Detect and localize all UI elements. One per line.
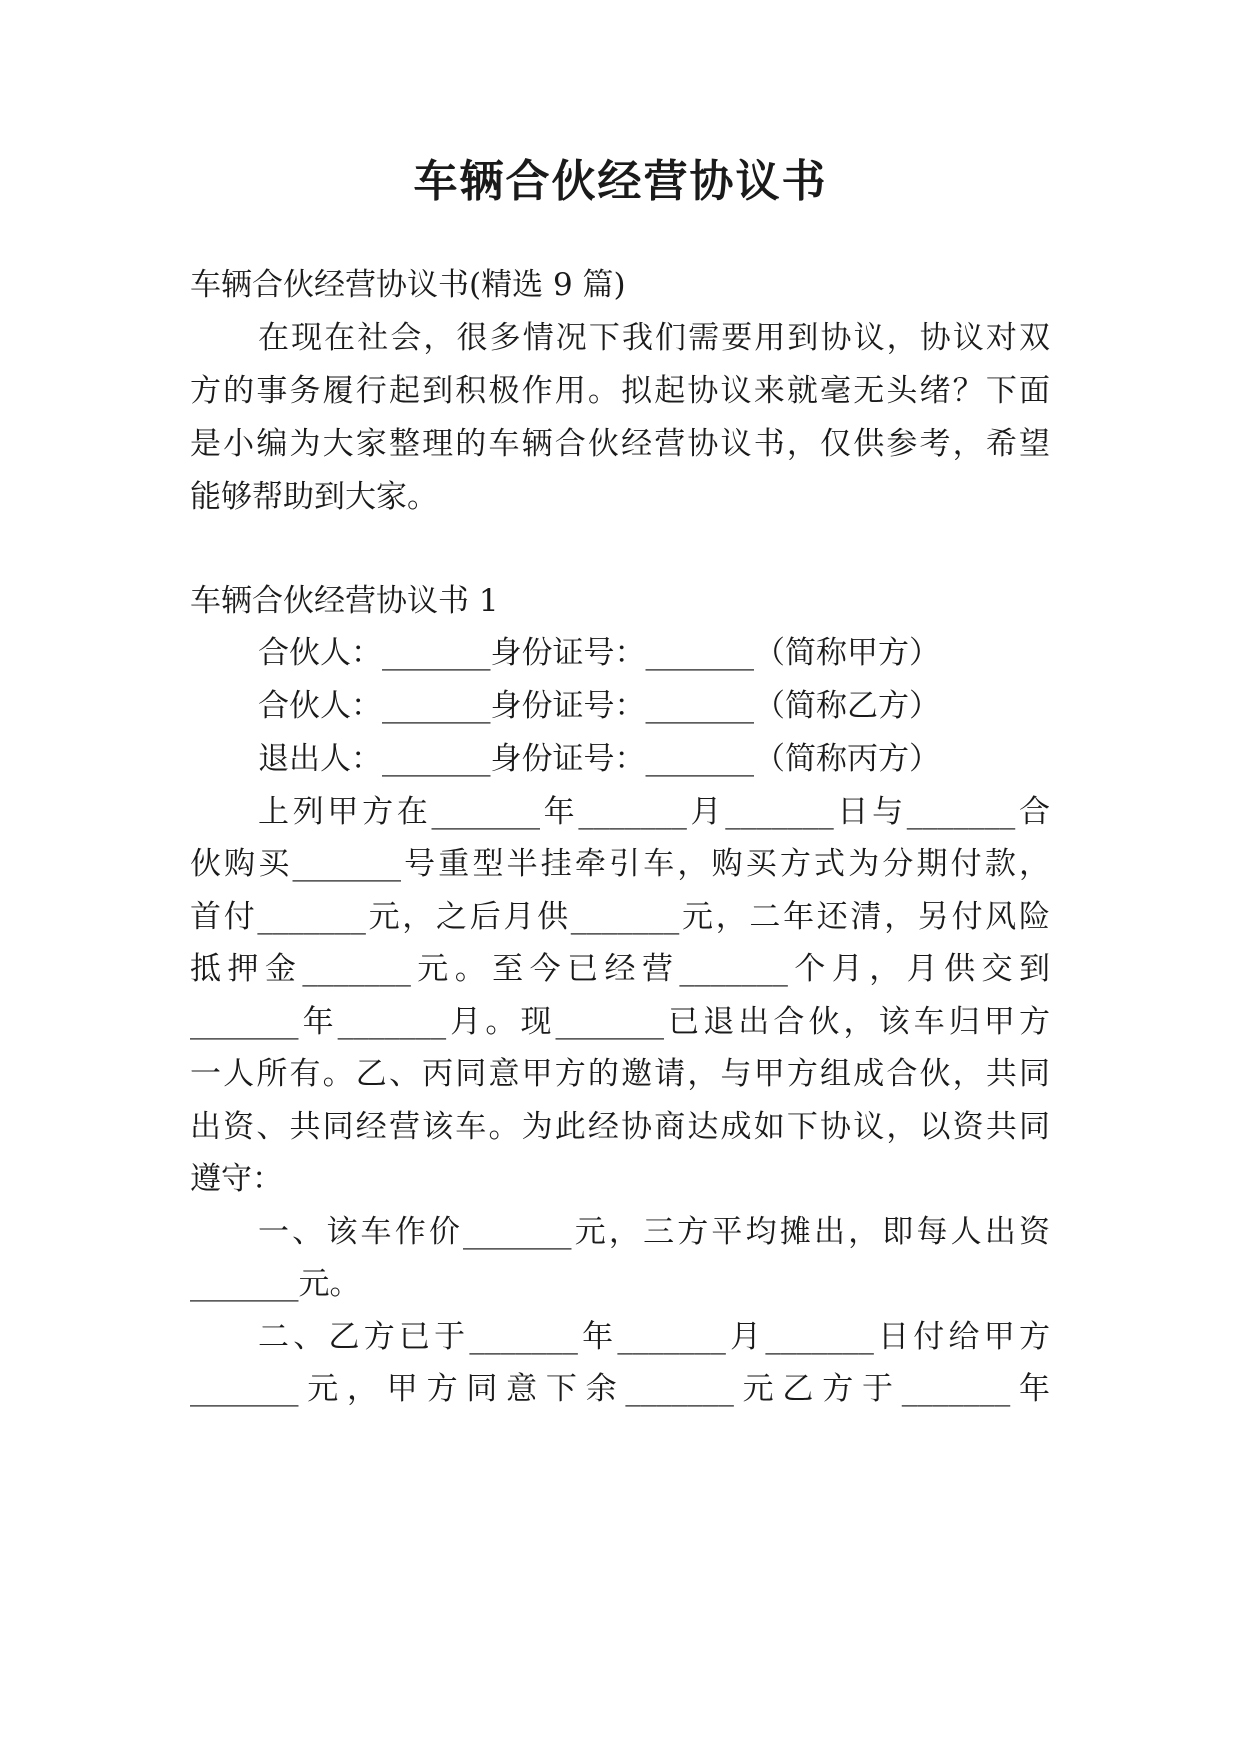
document-title: 车辆合伙经营协议书	[413, 156, 828, 207]
partner-b-line: 合伙人：_______身份证号：_______（简称乙方）	[258, 688, 940, 724]
intro-line-4: 能够帮助到大家。	[190, 479, 438, 515]
clause-2-line-2: _______元，甲方同意下余_______元乙方于_______年	[190, 1371, 1050, 1407]
body-line-1: 上列甲方在_______年_______月_______日与_______合	[258, 794, 1050, 830]
partner-a-line: 合伙人：_______身份证号：_______（简称甲方）	[258, 635, 940, 671]
body-line-7: 出资、共同经营该车。为此经协商达成如下协议，以资共同	[190, 1109, 1050, 1145]
intro-line-1: 在现在社会，很多情况下我们需要用到协议，协议对双	[258, 320, 1050, 356]
body-line-4: 抵押金_______元。至今已经营_______个月，月供交到	[190, 951, 1050, 987]
body-line-2: 伙购买_______号重型半挂牵引车，购买方式为分期付款，	[190, 846, 1050, 882]
clause-1-line-2: _______元。	[190, 1266, 361, 1302]
body-line-5: _______年_______月。现_______已退出合伙，该车归甲方	[190, 1004, 1050, 1040]
intro-line-2: 方的事务履行起到积极作用。拟起协议来就毫无头绪？下面	[190, 373, 1050, 409]
body-line-6: 一人所有。乙、丙同意甲方的邀请，与甲方组成合伙，共同	[190, 1056, 1050, 1092]
clause-2-line-1: 二、乙方已于_______年_______月_______日付给甲方	[258, 1319, 1050, 1355]
body-line-8: 遵守：	[190, 1161, 283, 1197]
intro-line-3: 是小编为大家整理的车辆合伙经营协议书，仅供参考，希望	[190, 426, 1050, 462]
clause-1-line-1: 一、该车作价_______元，三方平均摊出，即每人出资	[258, 1214, 1050, 1250]
section-heading: 车辆合伙经营协议书 1	[190, 583, 499, 619]
exiting-partner-line: 退出人：_______身份证号：_______（简称丙方）	[258, 741, 940, 777]
body-line-3: 首付_______元，之后月供_______元，二年还清，另付风险	[190, 899, 1050, 935]
subtitle-line: 车辆合伙经营协议书(精选 9 篇)	[190, 267, 626, 303]
